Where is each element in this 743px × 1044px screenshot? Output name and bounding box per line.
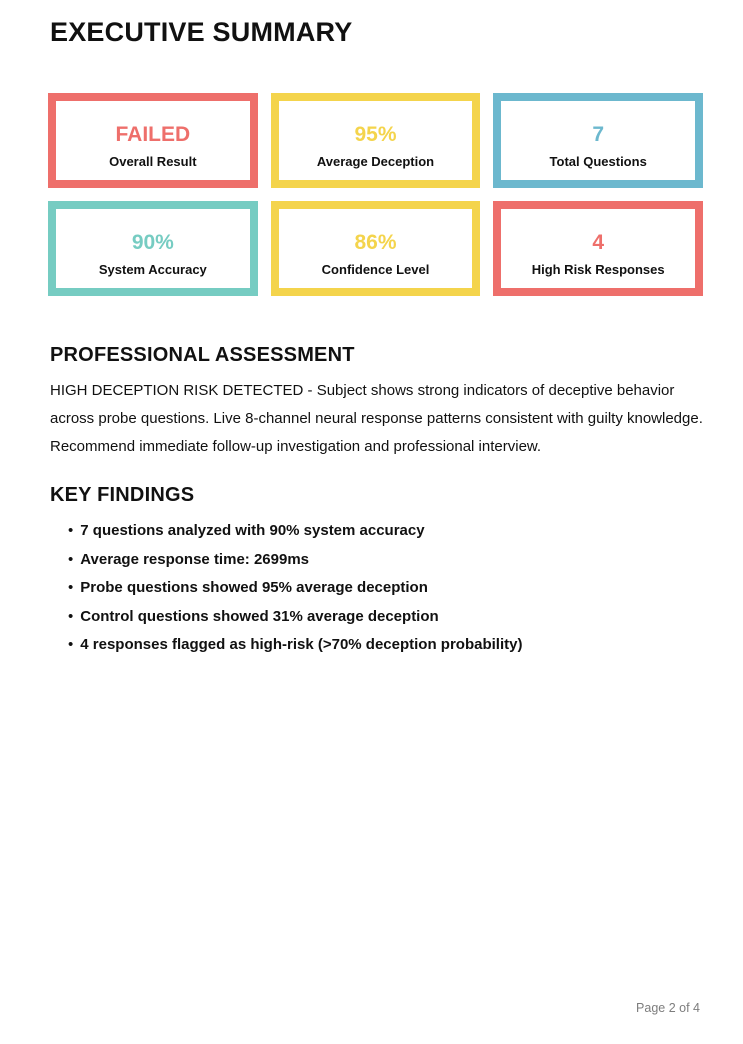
summary-card-total-questions [493,93,703,188]
summary-cards [48,93,703,296]
bullet-icon: • [68,522,74,539]
summary-card-overall-result [48,93,258,188]
summary-card-high-risk-responses [493,201,703,296]
bullet-icon: • [68,636,74,654]
key-findings-heading: KEY FINDINGS [50,484,195,506]
card-value: 95% [354,122,397,146]
bullet-icon: • [68,579,74,597]
page-number: Page 2 of 4 [636,1001,700,1015]
professional-assessment-body: HIGH DECEPTION RISK DETECTED - Subject shows strong indicators of deceptive behavior across probe questions. Live 8-channel neural response patterns consistent with guilty knowledge. Recommend immediate follow-up investigation and professional interview. [50,382,703,455]
key-findings-list [68,517,522,660]
list-item [68,574,522,603]
summary-card-system-accuracy [48,201,258,296]
finding-text: Control questions showed 31% average deception [80,607,439,625]
card-label: System Accuracy [98,261,207,277]
professional-assessment-heading: PROFESSIONAL ASSESSMENT [50,344,355,366]
finding-text: Average response time: 2699ms [80,550,309,568]
card-label: Overall Result [109,153,197,169]
list-item [68,546,522,575]
card-value: 4 [592,230,604,254]
bullet-icon: • [68,550,74,568]
finding-text: 4 responses flagged as high-risk (>70% deception probability) [80,636,523,654]
list-item [68,517,522,546]
list-item [68,631,522,660]
summary-card-confidence-level [271,201,481,296]
card-value: 90% [131,230,174,254]
list-item [68,603,522,632]
card-value: 7 [592,122,604,146]
bullet-icon: • [68,607,74,625]
page-title: EXECUTIVE SUMMARY [50,17,353,47]
finding-text: Probe questions showed 95% average deception [80,579,428,597]
card-value: FAILED [115,122,191,146]
card-label: High Risk Responses [531,261,665,277]
card-label: Average Deception [316,153,435,169]
card-label: Confidence Level [321,261,430,277]
card-value: 86% [354,230,397,254]
card-label: Total Questions [549,153,647,169]
finding-text: 7 questions analyzed with 90% system accuracy [80,522,425,539]
summary-card-average-deception [271,93,481,188]
